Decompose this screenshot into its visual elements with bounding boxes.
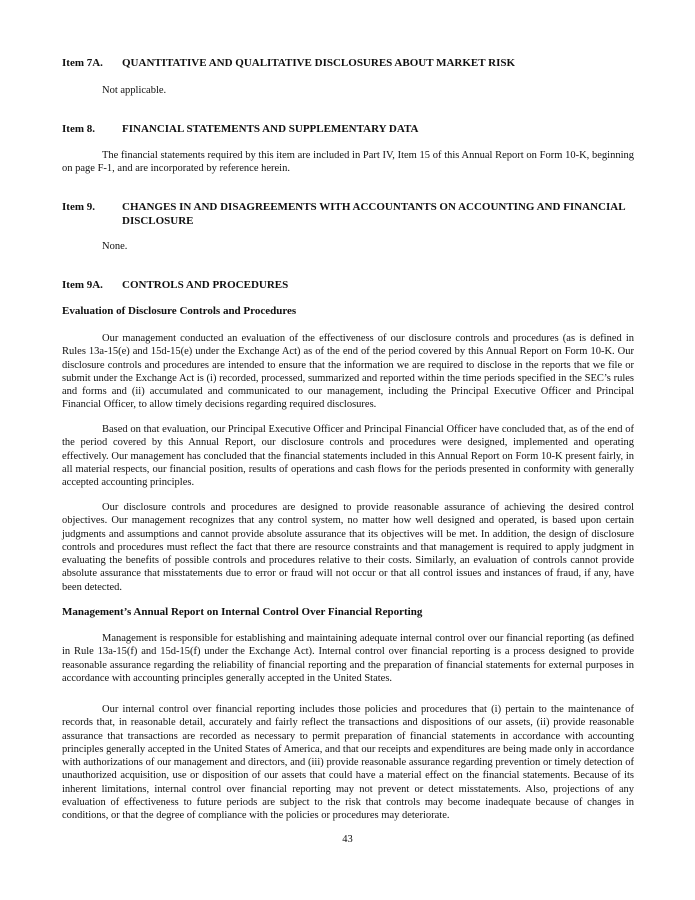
item-9a-heading bbox=[62, 279, 640, 293]
management-report-paragraph-1: Management is responsible for establishing and maintaining adequate internal control over our financial reporting (as defined in Rule 13a-15(f) and 15d-15(f) under the Exchange Act). Internal control over financial reporting is a process designed to provide reasonable assurance regarding the reliability of financial reporting and the preparation of financial statements for external purposes in accordance with accounting principles generally accepted in the United States. bbox=[62, 633, 634, 684]
item-9a-number: Item 9A. bbox=[62, 279, 103, 291]
item-7a-body: Not applicable. bbox=[102, 85, 167, 96]
management-report-paragraph-2: Our internal control over financial reporting includes those policies and procedures that (i) pertain to the maintenance of records that, in reasonable detail, accurately and fairly reflect the transactions and dispositions of our assets, (ii) provide reasonable assurance that transactions are recorded as necessary to permit preparation of financial statements in accordance with accounting principles generally accepted in the United States of America, and that our receipts and expenditures are being made only in accordance with authorizations of our management and directors, and (iii) provide reasonable assurance regarding prevention or timely detection of unauthorized acquisition, use or disposition of our assets that could have a material effect on the financial statements. Because of its inherent limitations, internal control over financial reporting may not prevent or detect misstatements. Also, projections of any evaluation of effectiveness to future periods are subject to the risk that controls may become inadequate because of changes in conditions, or that the degree of compliance with the policies or procedures may deteriorate. bbox=[62, 704, 634, 822]
item-7a-heading bbox=[62, 57, 640, 71]
item-8-body: The financial statements required by this item are included in Part IV, Item 15 of this Annual Report on Form 10-K, beginning on page F-1, and are incorporated by reference herein. bbox=[62, 150, 634, 175]
item-9-title: CHANGES IN AND DISAGREEMENTS WITH ACCOUNTANTS ON ACCOUNTING AND FINANCIAL DISCLOSURE bbox=[122, 201, 625, 227]
evaluation-heading: Evaluation of Disclosure Controls and Procedures bbox=[62, 305, 297, 317]
evaluation-paragraph-2: Based on that evaluation, our Principal Executive Officer and Principal Financial Officer have concluded that, as of the end of the period covered by this Annual Report, our disclosure controls and procedures were designed, implemented and operating effectively. Our management has concluded that the financial statements included in this Annual Report on Form 10-K present fairly, in all material respects, our financial position, results of operations and cash flows for the periods presented in conformity with generally accepted accounting principles. bbox=[62, 424, 634, 489]
evaluation-paragraph-3: Our disclosure controls and procedures are designed to provide reasonable assurance of achieving the desired control objectives. Our management recognizes that any control system, no matter how well designed and operated, is based upon certain judgments and assumptions and cannot provide absolute assurance that its objectives will be met. In addition, the design of disclosure controls and procedures must reflect the fact that there are resource constraints and that management is required to apply judgment in evaluating the benefits of possible controls and procedures relative to their costs. Similarly, an evaluation of controls cannot provide absolute assurance that misstatements due to error or fraud will not occur or that all control issues and instances of fraud, if any, have been detected. bbox=[62, 502, 634, 593]
item-8-title: FINANCIAL STATEMENTS AND SUPPLEMENTARY DATA bbox=[122, 123, 419, 135]
item-7a-title: QUANTITATIVE AND QUALITATIVE DISCLOSURES ABOUT MARKET RISK bbox=[122, 57, 516, 69]
item-9-heading bbox=[62, 201, 640, 228]
item-9-number: Item 9. bbox=[62, 201, 95, 213]
page-number: 43 bbox=[342, 834, 353, 845]
item-9a-title: CONTROLS AND PROCEDURES bbox=[122, 279, 289, 291]
item-8-number: Item 8. bbox=[62, 123, 95, 135]
item-8-heading bbox=[62, 123, 640, 137]
evaluation-paragraph-1: Our management conducted an evaluation of the effectiveness of our disclosure controls and procedures (as is defined in Rules 13a-15(e) and 15d-15(e) under the Exchange Act) as of the end of the period covered by this Annual Report on Form 10-K. Our disclosure controls and procedures are intended to ensure that the information we are required to disclose in the reports that we file or submit under the Exchange Act is (i) recorded, processed, summarized and reported within the time periods specified in the SEC’s rules and forms and (ii) accumulated and communicated to our management, including the Principal Executive Officer and Principal Financial Officer, to allow timely decisions regarding required disclosures. bbox=[62, 333, 634, 411]
item-7a-number: Item 7A. bbox=[62, 57, 103, 69]
management-report-heading: Management’s Annual Report on Internal Control Over Financial Reporting bbox=[62, 606, 423, 618]
item-9-body: None. bbox=[102, 241, 128, 252]
